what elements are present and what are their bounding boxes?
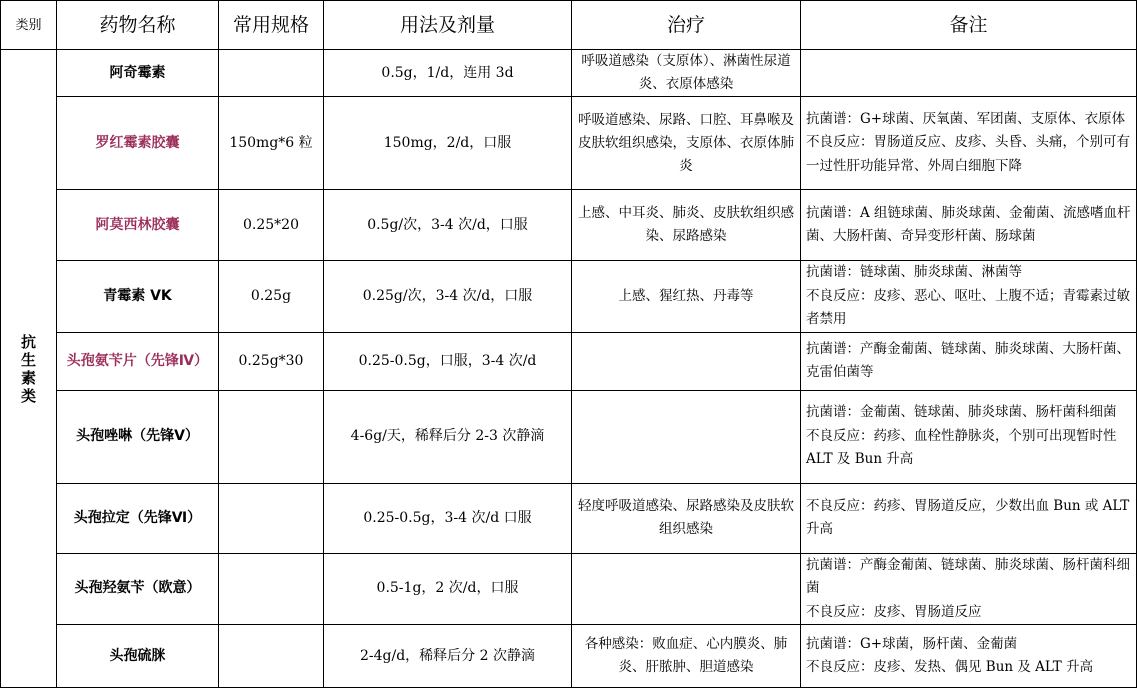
treatment-cell: 上感、猩红热、丹毒等 <box>572 261 801 333</box>
spec-cell <box>219 390 324 483</box>
treatment-cell: 呼吸道感染（支原体）、淋菌性尿道炎、衣原体感染 <box>572 50 801 97</box>
note-line: 抗菌谱：链球菌、肺炎球菌、淋菌等 <box>806 264 1022 280</box>
category-cell <box>1 50 57 688</box>
spec-cell <box>219 625 324 688</box>
notes-cell <box>801 97 1137 190</box>
drug-name-cell: 青霉素 VK <box>57 261 219 333</box>
treatment-cell <box>572 553 801 625</box>
table-row <box>1 483 1137 553</box>
usage-cell: 0.5-1g，2 次/d，口服 <box>324 553 572 625</box>
notes-cell <box>801 625 1137 688</box>
header-notes: 备注 <box>801 1 1137 50</box>
spec-cell: 0.25*20 <box>219 190 324 261</box>
category-label: 抗生素类 <box>20 332 36 405</box>
notes-cell <box>801 261 1137 333</box>
table-row <box>1 625 1137 688</box>
usage-cell: 0.5g，1/d，连用 3d <box>324 50 572 97</box>
spec-cell <box>219 483 324 553</box>
table-body <box>1 50 1137 688</box>
header-spec: 常用规格 <box>219 1 324 50</box>
drug-name-cell: 头孢拉定（先锋Ⅵ） <box>57 483 219 553</box>
usage-cell: 2-4g/d，稀释后分 2 次静滴 <box>324 625 572 688</box>
note-line: 抗菌谱：产酶金葡菌、链球菌、肺炎球菌、肠杆菌科细菌 <box>806 556 1130 596</box>
spec-cell <box>219 50 324 97</box>
spec-cell: 150mg*6 粒 <box>219 97 324 190</box>
treatment-cell <box>572 390 801 483</box>
note-line: 不良反应：药疹、胃肠道反应，少数出血 Bun 或 ALT 升高 <box>806 497 1130 537</box>
treatment-cell: 上感、中耳炎、肺炎、皮肤软组织感染、尿路感染 <box>572 190 801 261</box>
usage-cell: 0.5g/次，3-4 次/d，口服 <box>324 190 572 261</box>
header-drug-name: 药物名称 <box>57 1 219 50</box>
usage-cell: 0.25g/次，3-4 次/d，口服 <box>324 261 572 333</box>
spec-cell: 0.25g*30 <box>219 332 324 390</box>
notes-cell <box>801 332 1137 390</box>
treatment-cell: 各种感染：败血症、心内膜炎、肺炎、肝脓肿、胆道感染 <box>572 625 801 688</box>
drug-name-cell: 头孢氨苄片（先锋Ⅳ） <box>57 332 219 390</box>
drug-name-cell: 头孢唑啉（先锋Ⅴ） <box>57 390 219 483</box>
header-row <box>1 1 1137 50</box>
note-line: 不良反应：皮疹、发热、偶见 Bun 及 ALT 升高 <box>806 659 1094 675</box>
table-row <box>1 332 1137 390</box>
drug-name-cell: 头孢羟氨苄（欧意） <box>57 553 219 625</box>
treatment-cell: 呼吸道感染、尿路、口腔、耳鼻喉及皮肤软组织感染，支原体、衣原体肺炎 <box>572 97 801 190</box>
table-row <box>1 390 1137 483</box>
header-usage: 用法及剂量 <box>324 1 572 50</box>
header-treatment: 治疗 <box>572 1 801 50</box>
note-line: 不良反应：皮疹、胃肠道反应 <box>806 603 982 620</box>
table-row <box>1 50 1137 97</box>
drug-name-cell: 罗红霉素胶囊 <box>57 97 219 190</box>
usage-cell: 0.25-0.5g，口服，3-4 次/d <box>324 332 572 390</box>
usage-cell: 0.25-0.5g，3-4 次/d 口服 <box>324 483 572 553</box>
table-row <box>1 97 1137 190</box>
usage-cell: 4-6g/天，稀释后分 2-3 次静滴 <box>324 390 572 483</box>
treatment-cell: 轻度呼吸道感染、尿路感染及皮肤软组织感染 <box>572 483 801 553</box>
note-line: 不良反应：胃肠道反应、皮疹、头昏、头痛，个别可有一过性肝功能异常、外周白细胞下降 <box>806 134 1130 174</box>
treatment-cell <box>572 332 801 390</box>
drug-name-cell: 阿奇霉素 <box>57 50 219 97</box>
note-line: 不良反应：药疹、血栓性静脉炎，个别可出现暂时性 ALT 及 Bun 升高 <box>806 427 1117 468</box>
table-row <box>1 261 1137 333</box>
note-line: 抗菌谱：金葡菌、链球菌、肺炎球菌、肠杆菌科细菌 <box>806 404 1117 421</box>
notes-cell <box>801 190 1137 261</box>
note-line: 抗菌谱：G+球菌、厌氧菌、军团菌、支原体、衣原体 <box>806 110 1126 127</box>
note-line: 抗菌谱：产酶金葡菌、链球菌、肺炎球菌、大肠杆菌、克雷伯菌等 <box>806 340 1130 380</box>
note-line: 不良反应：皮疹、恶心、呕吐、上腹不适；青霉素过敏者禁用 <box>806 287 1130 327</box>
spec-cell <box>219 553 324 625</box>
header-category: 类别 <box>1 1 57 50</box>
usage-cell: 150mg，2/d，口服 <box>324 97 572 190</box>
drug-name-cell: 头孢硫脒 <box>57 625 219 688</box>
note-line: 抗菌谱：A 组链球菌、肺炎球菌、金葡菌、流感嗜血杆菌、大肠杆菌、奇异变形杆菌、肠球菌 <box>806 204 1131 244</box>
spec-cell: 0.25g <box>219 261 324 333</box>
notes-cell <box>801 553 1137 625</box>
notes-cell <box>801 50 1137 97</box>
notes-cell <box>801 483 1137 553</box>
drug-name-cell: 阿莫西林胶囊 <box>57 190 219 261</box>
table-row <box>1 553 1137 625</box>
table-row <box>1 190 1137 261</box>
notes-cell <box>801 390 1137 483</box>
note-line: 抗菌谱：G+球菌，肠杆菌、金葡菌 <box>806 635 1018 652</box>
